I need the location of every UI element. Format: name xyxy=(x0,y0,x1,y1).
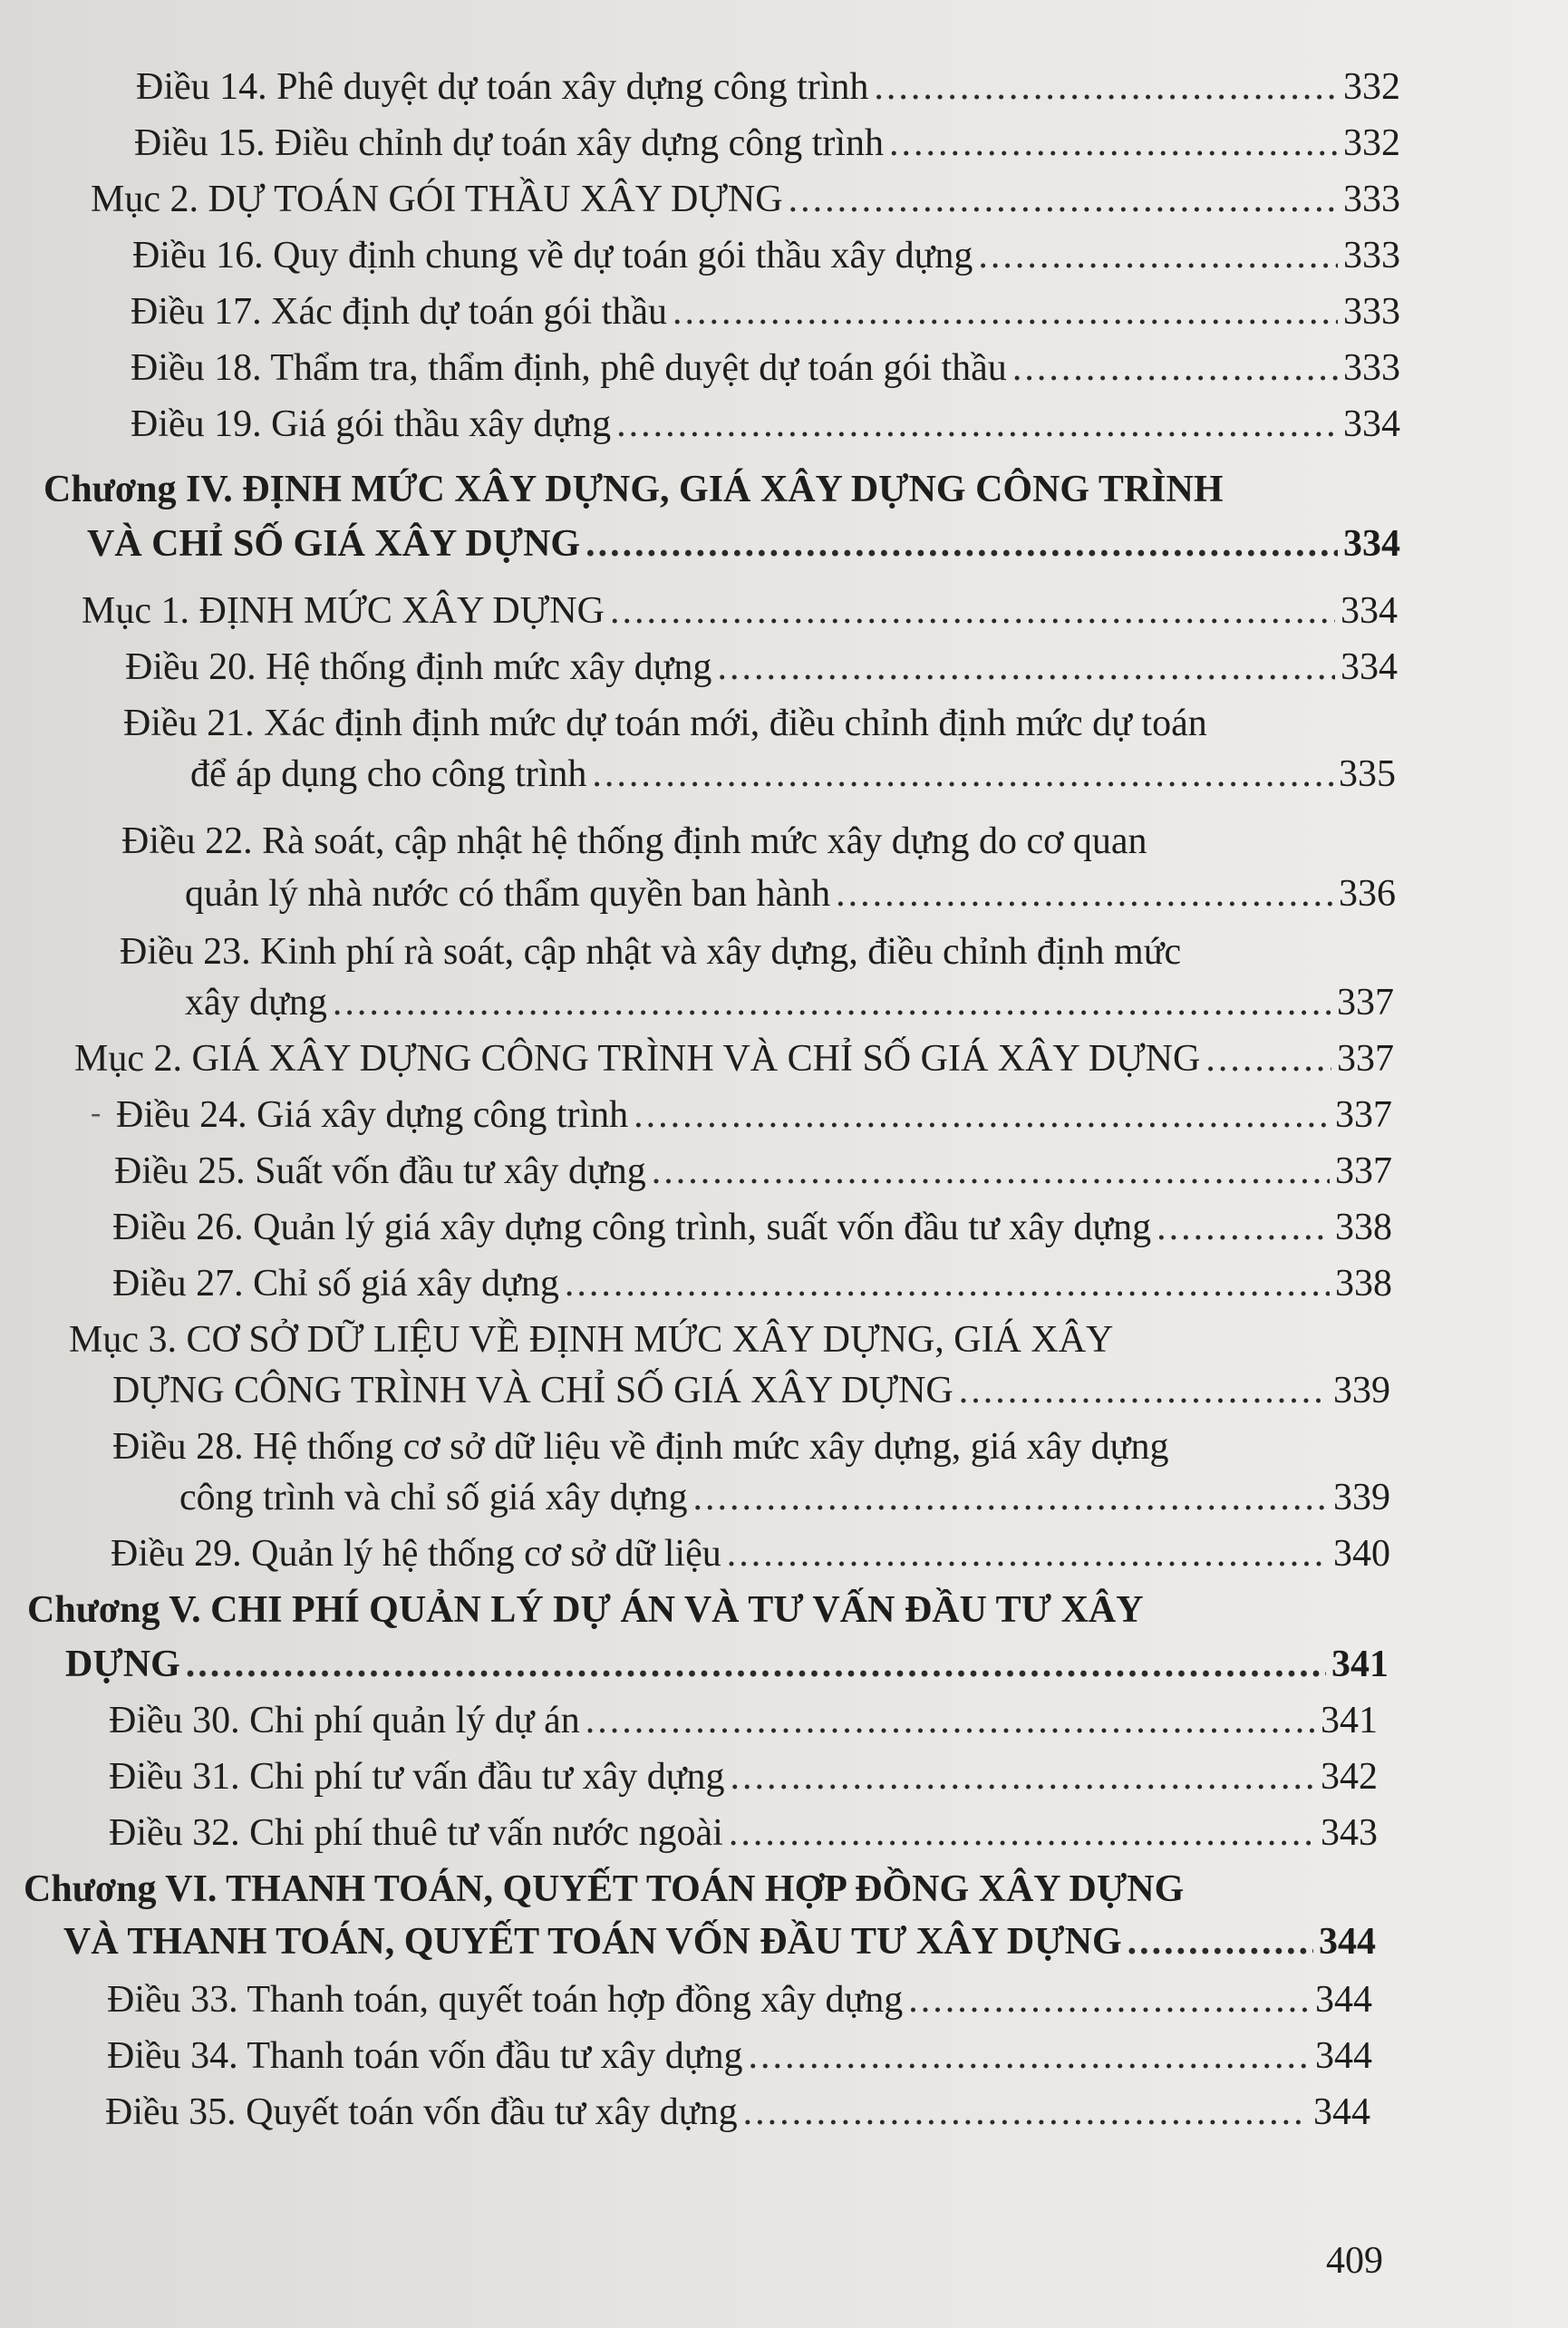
toc-entry-dieu-34: Điều 34. Thanh toán vốn đầu tư xây dựng ..... 344 xyxy=(107,2032,1372,2080)
toc-entry-dieu-18: Điều 18. Thẩm tra, thẩm định, phê duyệt dự toán gói thầu ..... 333 xyxy=(131,344,1400,392)
toc-entry-dieu-15: Điều 15. Điều chỉnh dự toán xây dựng công trình ..... 332 xyxy=(134,120,1400,167)
toc-chapter-5-line-1: Chương V. CHI PHÍ QUẢN LÝ DỰ ÁN VÀ TƯ VẤN ĐẦU TƯ XÂY xyxy=(27,1589,1144,1631)
toc-entry-dieu-22: quản lý nhà nước có thẩm quyền ban hành ..... 336 xyxy=(185,870,1396,917)
toc-entry-dieu-28: công trình và chỉ số giá xây dựng ..... 339 xyxy=(179,1474,1390,1521)
toc-entry-dieu-23: xây dựng ..... 337 xyxy=(185,979,1394,1026)
toc-entry-dieu-28-line-1: Điều 28. Hệ thống cơ sở dữ liệu về định mức xây dựng, giá xây dựng xyxy=(112,1426,1169,1468)
toc-entry-dieu-29: Điều 29. Quản lý hệ thống cơ sở dữ liệu ..... 340 xyxy=(111,1530,1390,1577)
toc-section-muc-3-line-1: Mục 3. CƠ SỞ DỮ LIỆU VỀ ĐỊNH MỨC XÂY DỰNG, GIÁ XÂY xyxy=(69,1319,1114,1361)
margin-mark: - xyxy=(91,1096,102,1130)
toc-entry-dieu-25: Điều 25. Suất vốn đầu tư xây dựng ..... 337 xyxy=(114,1148,1392,1195)
toc-entry-dieu-22-line-1: Điều 22. Rà soát, cập nhật hệ thống định mức xây dựng do cơ quan xyxy=(121,820,1147,862)
toc-entry-dieu-23-line-1: Điều 23. Kinh phí rà soát, cập nhật và xây dựng, điều chỉnh định mức xyxy=(120,931,1182,973)
toc-entry-dieu-17: Điều 17. Xác định dự toán gói thầu ..... 333 xyxy=(131,288,1400,335)
toc-entry-dieu-16: Điều 16. Quy định chung về dự toán gói thầu xây dựng ..... 333 xyxy=(132,232,1400,279)
toc-entry-dieu-32: Điều 32. Chi phí thuê tư vấn nước ngoài ..... 343 xyxy=(109,1809,1378,1857)
toc-section-muc-1: Mục 1. ĐỊNH MỨC XÂY DỰNG ..... 334 xyxy=(82,587,1398,635)
toc-entry-dieu-26: Điều 26. Quản lý giá xây dựng công trình, suất vốn đầu tư xây dựng ..... 338 xyxy=(112,1204,1392,1251)
toc-entry-dieu-33: Điều 33. Thanh toán, quyết toán hợp đồng xây dựng ..... 344 xyxy=(107,1976,1372,2023)
page-number: 409 xyxy=(1326,2240,1383,2282)
toc-entry-dieu-21: để áp dụng cho công trình ..... 335 xyxy=(190,751,1396,798)
toc-entry-dieu-20: Điều 20. Hệ thống định mức xây dựng ..... 334 xyxy=(125,644,1398,691)
toc-entry-dieu-30: Điều 30. Chi phí quản lý dự án ..... 341 xyxy=(109,1697,1378,1744)
toc-entry-dieu-27: Điều 27. Chỉ số giá xây dựng ..... 338 xyxy=(112,1260,1392,1307)
toc-entry-dieu-31: Điều 31. Chi phí tư vấn đầu tư xây dựng ..... 342 xyxy=(109,1753,1378,1800)
toc-section-muc-3: DỰNG CÔNG TRÌNH VÀ CHỈ SỐ GIÁ XÂY DỰNG ..... 339 xyxy=(112,1367,1390,1414)
toc-entry-dieu-24: Điều 24. Giá xây dựng công trình ..... 337 xyxy=(116,1091,1392,1139)
toc-chapter-5: DỰNG ..... 341 xyxy=(65,1641,1389,1688)
toc-chapter-6: VÀ THANH TOÁN, QUYẾT TOÁN VỐN ĐẦU TƯ XÂY DỰNG ..... 344 xyxy=(63,1918,1376,1965)
toc-section-muc-2-du-toan: Mục 2. DỰ TOÁN GÓI THẦU XÂY DỰNG ..... 333 xyxy=(91,176,1400,223)
toc-entry-dieu-35: Điều 35. Quyết toán vốn đầu tư xây dựng ..... 344 xyxy=(105,2089,1370,2136)
toc-entry-dieu-21-line-1: Điều 21. Xác định định mức dự toán mới, điều chỉnh định mức dự toán xyxy=(123,703,1207,744)
toc-chapter-4: VÀ CHỈ SỐ GIÁ XÂY DỰNG ..... 334 xyxy=(87,520,1400,567)
toc-entry-dieu-19: Điều 19. Giá gói thầu xây dựng ..... 334 xyxy=(131,401,1400,448)
toc-chapter-4-line-1: Chương IV. ĐỊNH MỨC XÂY DỰNG, GIÁ XÂY DỰNG CÔNG TRÌNH xyxy=(44,469,1224,510)
toc-section-muc-2-gia: Mục 2. GIÁ XÂY DỰNG CÔNG TRÌNH VÀ CHỈ SỐ GIÁ XÂY DỰNG ..... 337 xyxy=(74,1035,1394,1082)
toc-entry-dieu-14: Điều 14. Phê duyệt dự toán xây dựng công trình ..... 332 xyxy=(136,63,1400,111)
toc-chapter-6-line-1: Chương VI. THANH TOÁN, QUYẾT TOÁN HỢP ĐỒNG XÂY DỰNG xyxy=(24,1868,1185,1910)
